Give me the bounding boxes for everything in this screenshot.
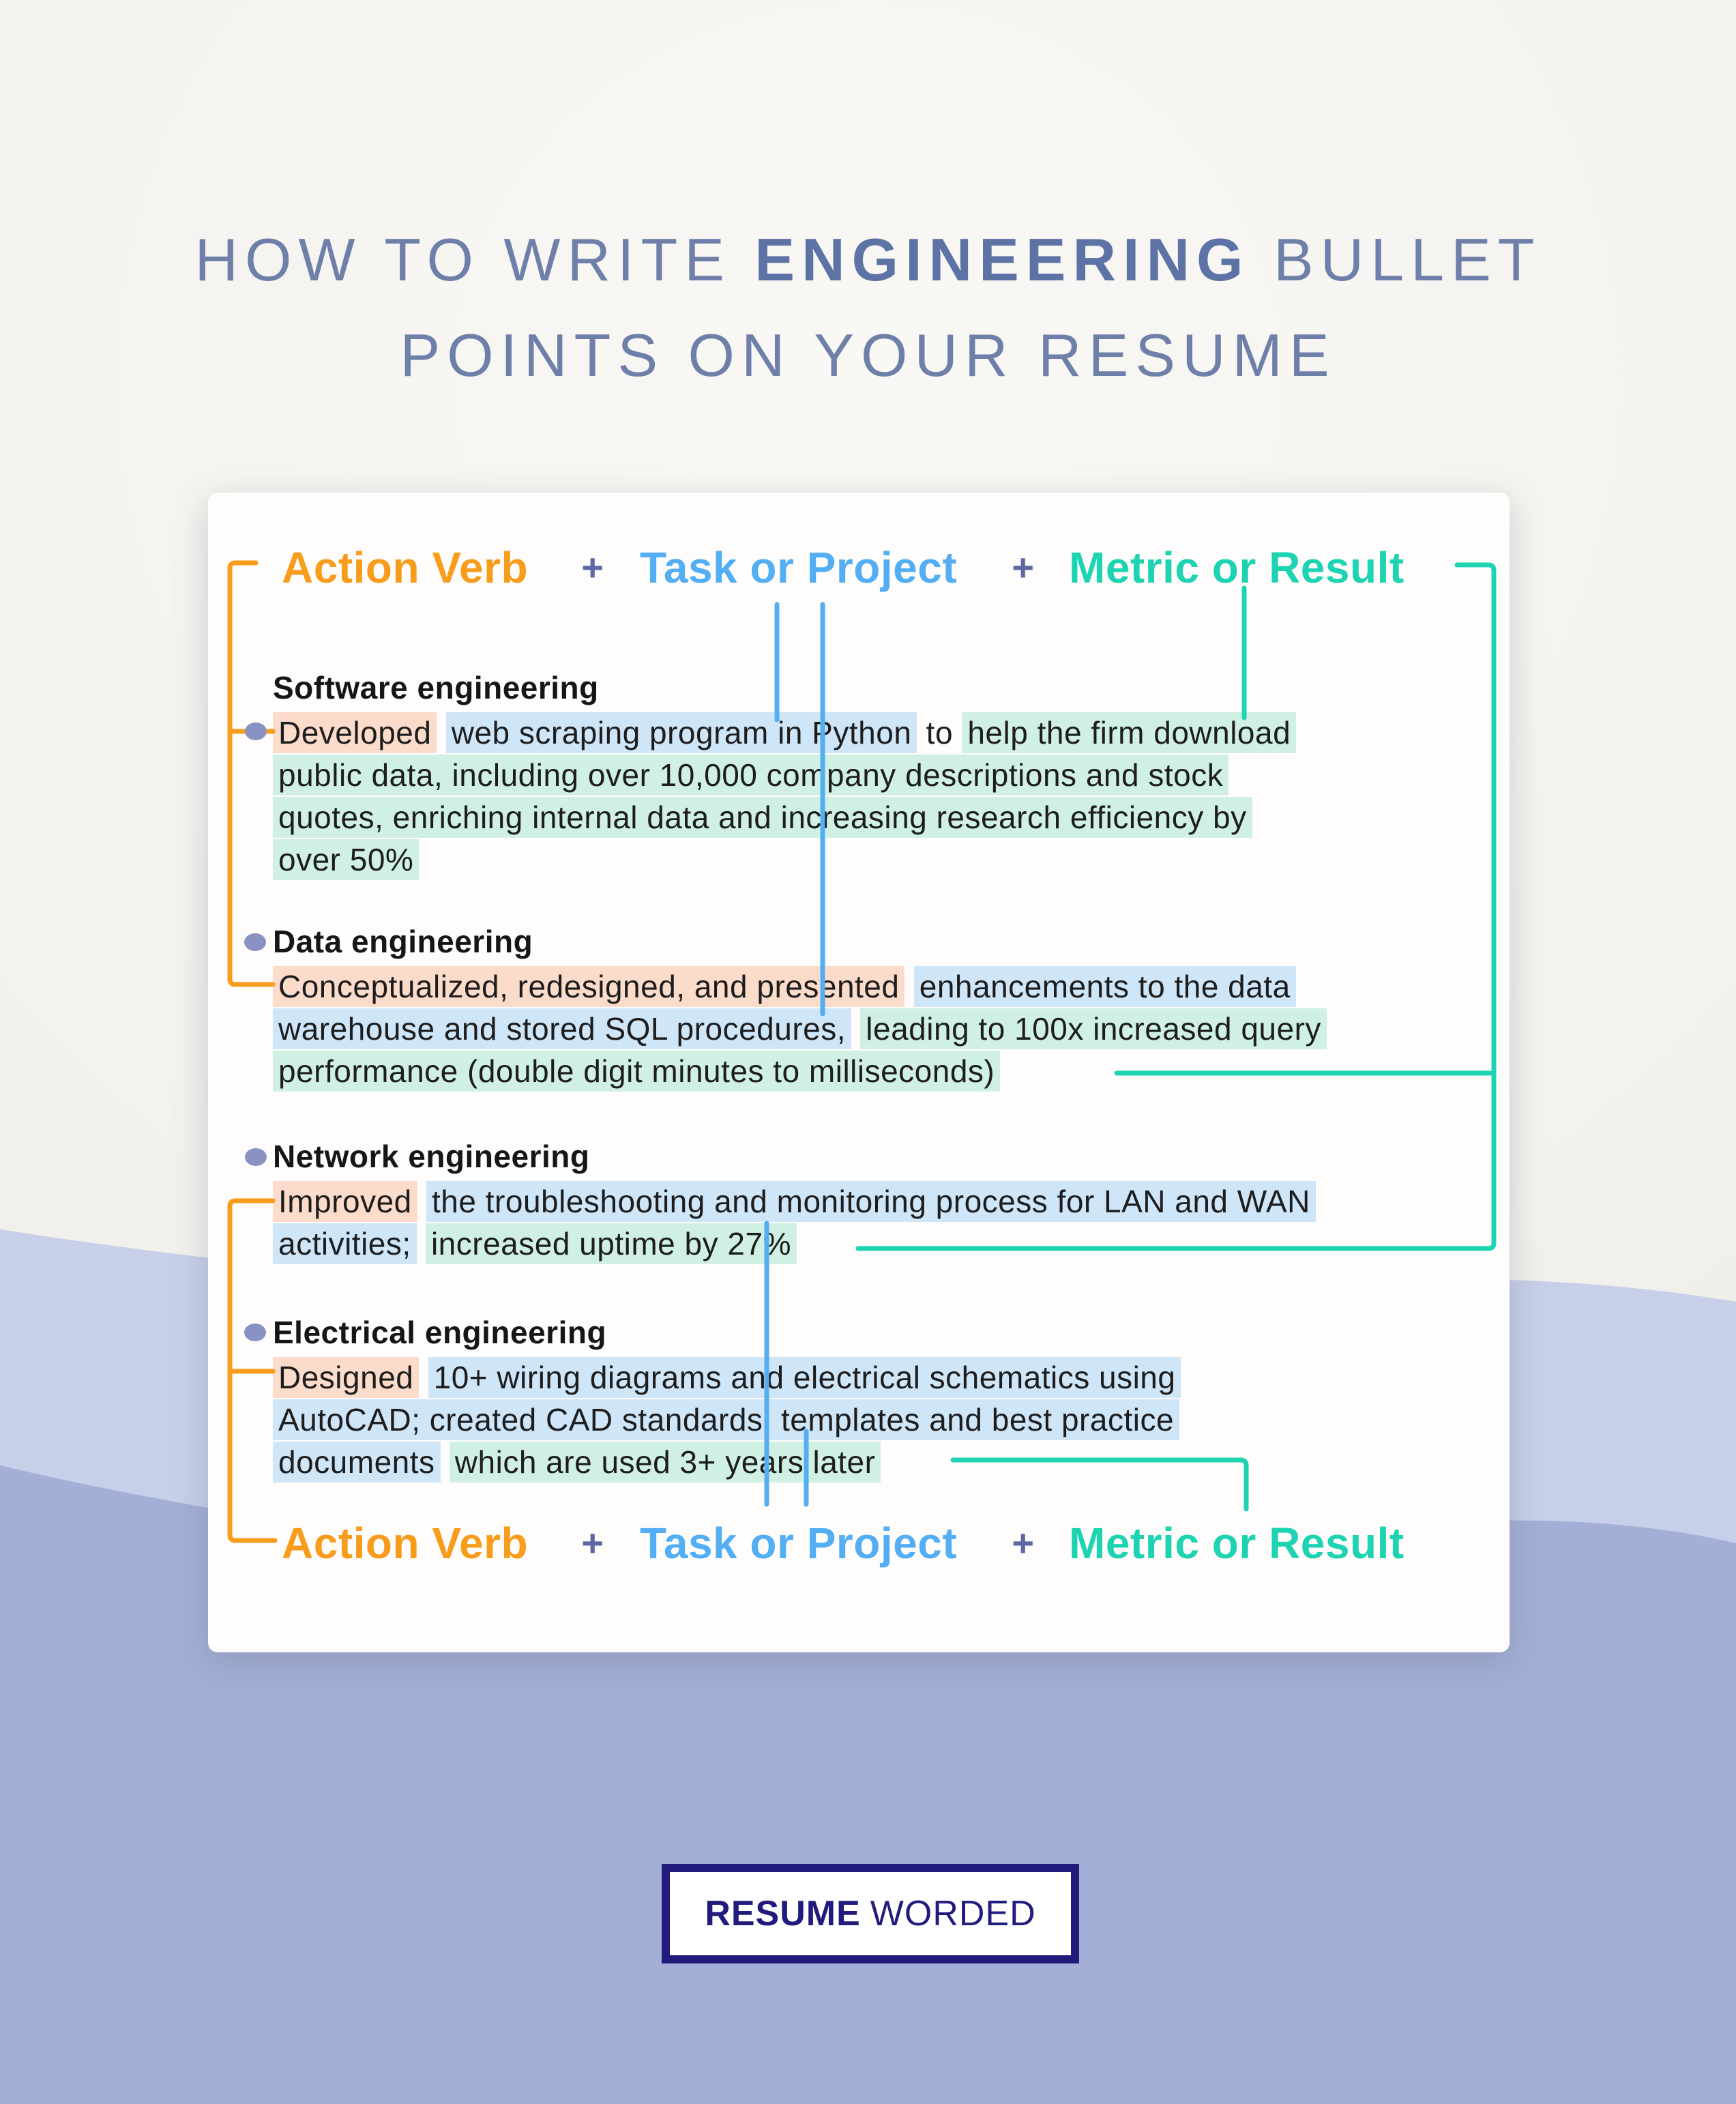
section-network-engineering [273, 1135, 1487, 1265]
page-title [0, 212, 1736, 403]
verb-highlight: Designed [273, 1357, 419, 1398]
metric-highlight: public data, including over 10,000 company descriptions and stock [273, 755, 1229, 795]
metric-highlight: over 50% [273, 839, 419, 880]
title-line1-pre: HOW TO WRITE [194, 225, 731, 293]
metric-highlight: which are used 3+ years later [450, 1442, 881, 1482]
formula-bottom [208, 1516, 1510, 1570]
section-software-engineering [273, 667, 1487, 881]
verb-highlight: Developed [273, 712, 437, 753]
formula-top-metric-or-result: Metric or Result [1069, 543, 1404, 592]
verb-highlight: Conceptualized, redesigned, and presented [273, 966, 904, 1007]
bullet-line [273, 838, 1487, 881]
section-heading: Software engineering [273, 670, 599, 705]
metric-highlight: help the firm download [962, 712, 1296, 753]
title-line1-bold: ENGINEERING [754, 225, 1250, 293]
formula-bottom-task-or-project: Task or Project [640, 1519, 958, 1568]
bullet-line [273, 1441, 1487, 1483]
verb-highlight: Improved [273, 1181, 417, 1222]
formula-top-task-or-project: Task or Project [640, 543, 958, 592]
title-line1-post: BULLET [1273, 225, 1542, 293]
logo-brand-bold: RESUME [705, 1894, 861, 1933]
task-highlight: warehouse and stored SQL procedures, [273, 1008, 851, 1049]
task-highlight: the troubleshooting and monitoring process for LAN and WAN [426, 1181, 1316, 1222]
section-electrical-engineering [273, 1311, 1487, 1483]
task-highlight: activities; [273, 1223, 417, 1264]
metric-highlight: performance (double digit minutes to milliseconds) [273, 1051, 1000, 1092]
plus-icon: + [581, 546, 604, 589]
formula-bottom-metric-or-result: Metric or Result [1069, 1519, 1404, 1568]
formula-bottom-action-verb: Action Verb [282, 1519, 529, 1568]
bullet-line [273, 796, 1487, 838]
bullet-line: Developed web scraping program in Python to help the firm download [273, 712, 1487, 754]
resume-worded-logo [662, 1864, 1079, 1963]
task-highlight: enhancements to the data [914, 966, 1296, 1007]
bullet-line [273, 1223, 1487, 1265]
section-data-engineering [273, 920, 1487, 1092]
formula-top [208, 540, 1510, 595]
bullet-line [273, 1050, 1487, 1092]
section-heading: Network engineering [273, 1139, 590, 1174]
metric-highlight: leading to 100x increased query [860, 1008, 1327, 1049]
task-highlight: AutoCAD; created CAD standards, templates and best practice [273, 1399, 1179, 1440]
bullet-line [273, 1008, 1487, 1050]
logo-brand-regular: WORDED [870, 1894, 1036, 1933]
bullet-line [273, 1180, 1487, 1223]
bullet-line [273, 1399, 1487, 1441]
task-highlight: documents [273, 1442, 441, 1482]
metric-highlight: increased uptime by 27% [426, 1223, 797, 1264]
bullet-line [273, 754, 1487, 796]
plus-icon: + [1012, 1521, 1035, 1564]
title-line2: POINTS ON YOUR RESUME [400, 321, 1336, 389]
formula-top-action-verb: Action Verb [282, 543, 529, 592]
section-heading: Electrical engineering [273, 1315, 607, 1350]
task-highlight: web scraping program in Python [446, 712, 917, 753]
plus-icon: + [1012, 546, 1035, 589]
task-highlight: 10+ wiring diagrams and electrical schematics using [428, 1357, 1181, 1398]
bullet-line [273, 965, 1487, 1008]
content-card [208, 493, 1510, 1652]
section-heading: Data engineering [273, 924, 533, 959]
plus-icon: + [581, 1521, 604, 1564]
bullet-line [273, 1356, 1487, 1399]
metric-highlight: quotes, enriching internal data and increasing research efficiency by [273, 797, 1252, 838]
